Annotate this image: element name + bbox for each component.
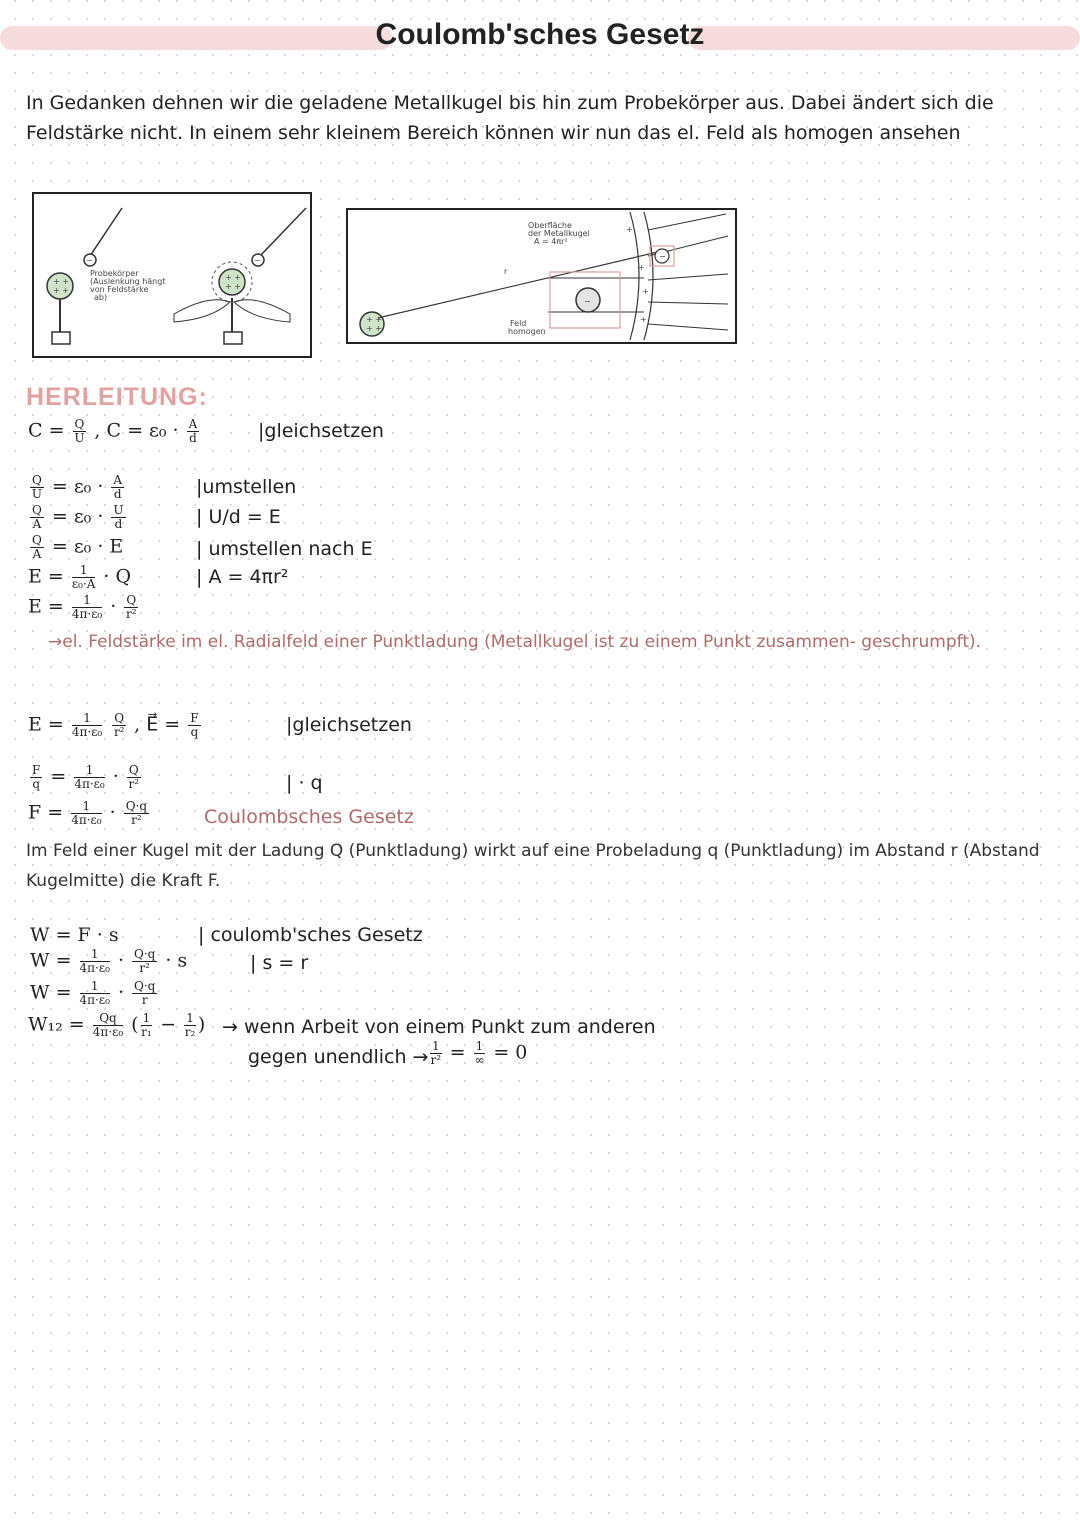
step2-note: |umstellen bbox=[196, 476, 297, 498]
surface-label-2: der Metallkugel bbox=[528, 229, 590, 238]
derivation-heading: HERLEITUNG: bbox=[26, 383, 208, 411]
probe-label-2: (Auslenkung hängt bbox=[90, 277, 166, 286]
formula-step6: E = $\frac{1}{\text{4π·ε₀}}$ · $\frac{Q}{\text{r²}}$ bbox=[28, 593, 137, 621]
coulomb-label: Coulombsches Gesetz bbox=[204, 806, 414, 828]
svg-text:+: + bbox=[638, 263, 645, 272]
step3-note: | U/d = E bbox=[196, 506, 281, 528]
svg-text:−: − bbox=[254, 256, 261, 265]
svg-text:+: + bbox=[626, 225, 633, 234]
formula-field-equate: E = $\frac{1}{\text{4π·ε₀}}$ $\frac{Q}{\text{r²}}$ , E⃗ = $\frac{F}{q}$ bbox=[28, 711, 199, 739]
svg-text:+ +: + + bbox=[53, 277, 69, 286]
step7-note: | · q bbox=[286, 772, 323, 794]
svg-text:+ +: + + bbox=[366, 315, 382, 324]
formula-work-2: W = $\frac{1}{\text{4π·ε₀}}$ · $\frac{Q\cdot q}{\text{r²}}$ · s bbox=[30, 947, 188, 975]
work-arrow-note-2: gegen unendlich → bbox=[248, 1046, 429, 1068]
figure-right-drawing bbox=[348, 210, 735, 342]
formula-force-ratio: $\frac{F}{q}$ = $\frac{1}{\text{4π·ε₀}}$ · $\frac{Q}{\text{r²}}$ bbox=[32, 763, 140, 791]
svg-text:−: − bbox=[584, 297, 591, 306]
surface-label-3: A = 4πr² bbox=[534, 237, 568, 246]
svg-text:+ +: + + bbox=[225, 282, 241, 291]
formula-step4: $\frac{Q}{A}$ = ε₀ · E bbox=[32, 533, 124, 561]
formula-capacitance: C = $\frac{Q}{U}$ , C = ε₀ · $\frac{A}{d}$ bbox=[28, 417, 198, 445]
svg-text:+: + bbox=[642, 287, 649, 296]
r-label: r bbox=[504, 267, 508, 276]
figure-right bbox=[346, 208, 737, 344]
svg-text:−: − bbox=[86, 256, 93, 265]
formula-step5: E = $\frac{1}{\text{ε₀·A}}$ · Q bbox=[28, 563, 132, 591]
formula-step3: $\frac{Q}{A}$ = ε₀ · $\frac{U}{d}$ bbox=[32, 503, 124, 531]
step5-note: | A = 4πr² bbox=[196, 566, 289, 588]
intro-paragraph: In Gedanken dehnen wir die geladene Metallkugel bis hin zum Probekörper aus. Dabei ändert sich die Feldstärke nicht. In einem sehr kleinem Bereich können wir nun das el. Feld als homogen ansehen bbox=[26, 92, 994, 144]
step6-note: |gleichsetzen bbox=[286, 714, 412, 736]
svg-text:+ +: + + bbox=[53, 286, 69, 295]
formula-infinity: $\frac{1}{\text{r²}}$ = 1 ∞ = 0 bbox=[430, 1039, 528, 1067]
page-title: Coulomb'sches Gesetz bbox=[375, 18, 705, 51]
step1-note: |gleichsetzen bbox=[258, 420, 384, 442]
svg-text:+ +: + + bbox=[366, 324, 382, 333]
work-note-2: | s = r bbox=[250, 952, 309, 974]
svg-text:+: + bbox=[640, 315, 647, 324]
homogen-label-2: homogen bbox=[508, 327, 546, 336]
probe-label-4: ab) bbox=[94, 293, 108, 302]
svg-text:−: − bbox=[659, 252, 666, 261]
formula-work-1: W = F · s bbox=[30, 924, 119, 946]
work-arrow-note-1: → wenn Arbeit von einem Punkt zum anderen bbox=[222, 1016, 656, 1038]
svg-text:+ +: + + bbox=[225, 273, 241, 282]
homogen-label-1: Feld bbox=[510, 319, 527, 328]
probe-label-3: von Feldstärke bbox=[90, 285, 149, 294]
step4-note: | umstellen nach E bbox=[196, 538, 373, 560]
coulomb-explanation: Im Feld einer Kugel mit der Ladung Q (Punktladung) wirkt auf eine Probeladung q (Punktladung) im Abstand r (Abstand Kugelmitte) die Kraft F. bbox=[26, 841, 1040, 891]
formula-step2: $\frac{Q}{U}$ = ε₀ · $\frac{A}{d}$ bbox=[31, 473, 123, 501]
formula-work-4: W₁₂ = $\frac{Qq}{\text{4π·ε₀}}$ ( $\frac{1}{\text{r₁}}$ − $\frac{1}{\text{r₂}}$ ) bbox=[28, 1011, 206, 1039]
radial-field-note: →el. Feldstärke im el. Radialfeld einer Punktladung (Metallkugel ist zu einem Punkt zusammen- geschrumpft). bbox=[48, 632, 982, 652]
formula-coulomb: F = $\frac{1}{\text{4π·ε₀}}$ · $\frac{Q\cdot q}{\text{r²}}$ bbox=[28, 799, 148, 827]
probe-label-1: Probekörper bbox=[90, 269, 139, 278]
surface-label-1: Oberfläche bbox=[528, 221, 572, 230]
work-note-1: | coulomb'sches Gesetz bbox=[198, 924, 423, 946]
figure-left bbox=[32, 192, 312, 358]
figure-left-drawing bbox=[34, 194, 310, 356]
formula-work-3: W = $\frac{1}{\text{4π·ε₀}}$ · $\frac{Q\cdot q}{r}$ bbox=[30, 979, 156, 1007]
